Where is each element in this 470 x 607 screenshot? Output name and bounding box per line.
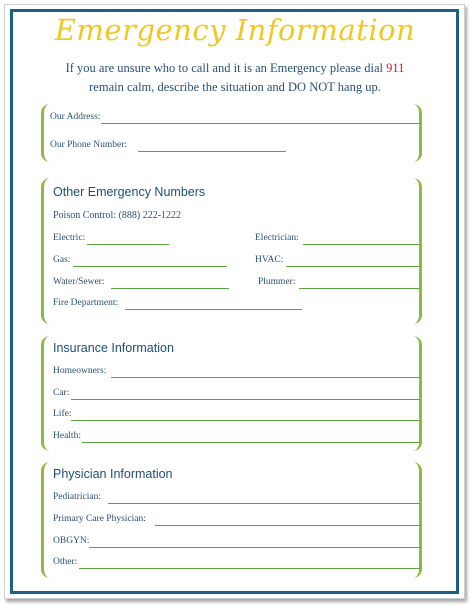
car-input-line[interactable] xyxy=(71,399,420,400)
electric-label: Electric: xyxy=(53,233,86,243)
homeowners-label: Homeowners: xyxy=(53,366,107,376)
intro-text: If you are unsure who to call and it is an Emergency please dial xyxy=(65,61,383,75)
gas-label: Gas: xyxy=(53,255,71,265)
other-label: Other: xyxy=(53,557,78,567)
life-label: Life: xyxy=(53,409,72,419)
address-section xyxy=(41,104,422,162)
intro-line-2: remain calm, describe the situation and DO NOT hang up. xyxy=(89,80,381,94)
physician-section xyxy=(41,462,422,578)
emergency-number: 911 xyxy=(386,61,405,75)
electric-input-line[interactable] xyxy=(87,244,169,245)
health-label: Health: xyxy=(53,431,81,441)
poison-control-number: Poison Control: (888) 222-1222 xyxy=(53,210,182,221)
health-input-line[interactable] xyxy=(82,442,420,443)
hvac-input-line[interactable] xyxy=(286,266,420,267)
electrician-input-line[interactable] xyxy=(303,244,420,245)
gas-input-line[interactable] xyxy=(73,266,227,267)
water-sewer-label: Water/Sewer: xyxy=(53,277,105,287)
phone-input-line[interactable] xyxy=(138,151,286,152)
address-input-line[interactable] xyxy=(101,123,420,124)
phone-label: Our Phone Number: xyxy=(50,140,128,150)
insurance-section xyxy=(41,336,422,451)
obgyn-label: OBGYN: xyxy=(53,536,90,546)
fire-department-input-line[interactable] xyxy=(125,309,302,310)
plummer-input-line[interactable] xyxy=(299,288,420,289)
address-label: Our Address: xyxy=(50,112,101,122)
physician-section-title: Physician Information xyxy=(53,467,173,481)
fire-department-label: Fire Department: xyxy=(53,298,119,308)
document-title: Emergency Information xyxy=(54,13,416,47)
life-input-line[interactable] xyxy=(71,420,420,421)
pediatrician-input-line[interactable] xyxy=(108,503,420,504)
primary-care-input-line[interactable] xyxy=(155,525,420,526)
water-sewer-input-line[interactable] xyxy=(111,288,229,289)
intro-line-1 xyxy=(30,61,440,76)
car-label: Car: xyxy=(53,388,70,398)
insurance-section-title: Insurance Information xyxy=(53,341,174,355)
other-input-line[interactable] xyxy=(79,568,420,569)
obgyn-input-line[interactable] xyxy=(89,547,420,548)
primary-care-label: Primary Care Physician: xyxy=(53,514,146,524)
electrician-label: Electrician: xyxy=(255,233,299,243)
plummer-label: Plummer: xyxy=(258,277,296,287)
emergency-numbers-section xyxy=(41,178,422,324)
pediatrician-label: Pediatrician: xyxy=(53,492,102,502)
hvac-label: HVAC: xyxy=(255,255,284,265)
emergency-section-title: Other Emergency Numbers xyxy=(53,185,206,199)
homeowners-input-line[interactable] xyxy=(111,377,420,378)
